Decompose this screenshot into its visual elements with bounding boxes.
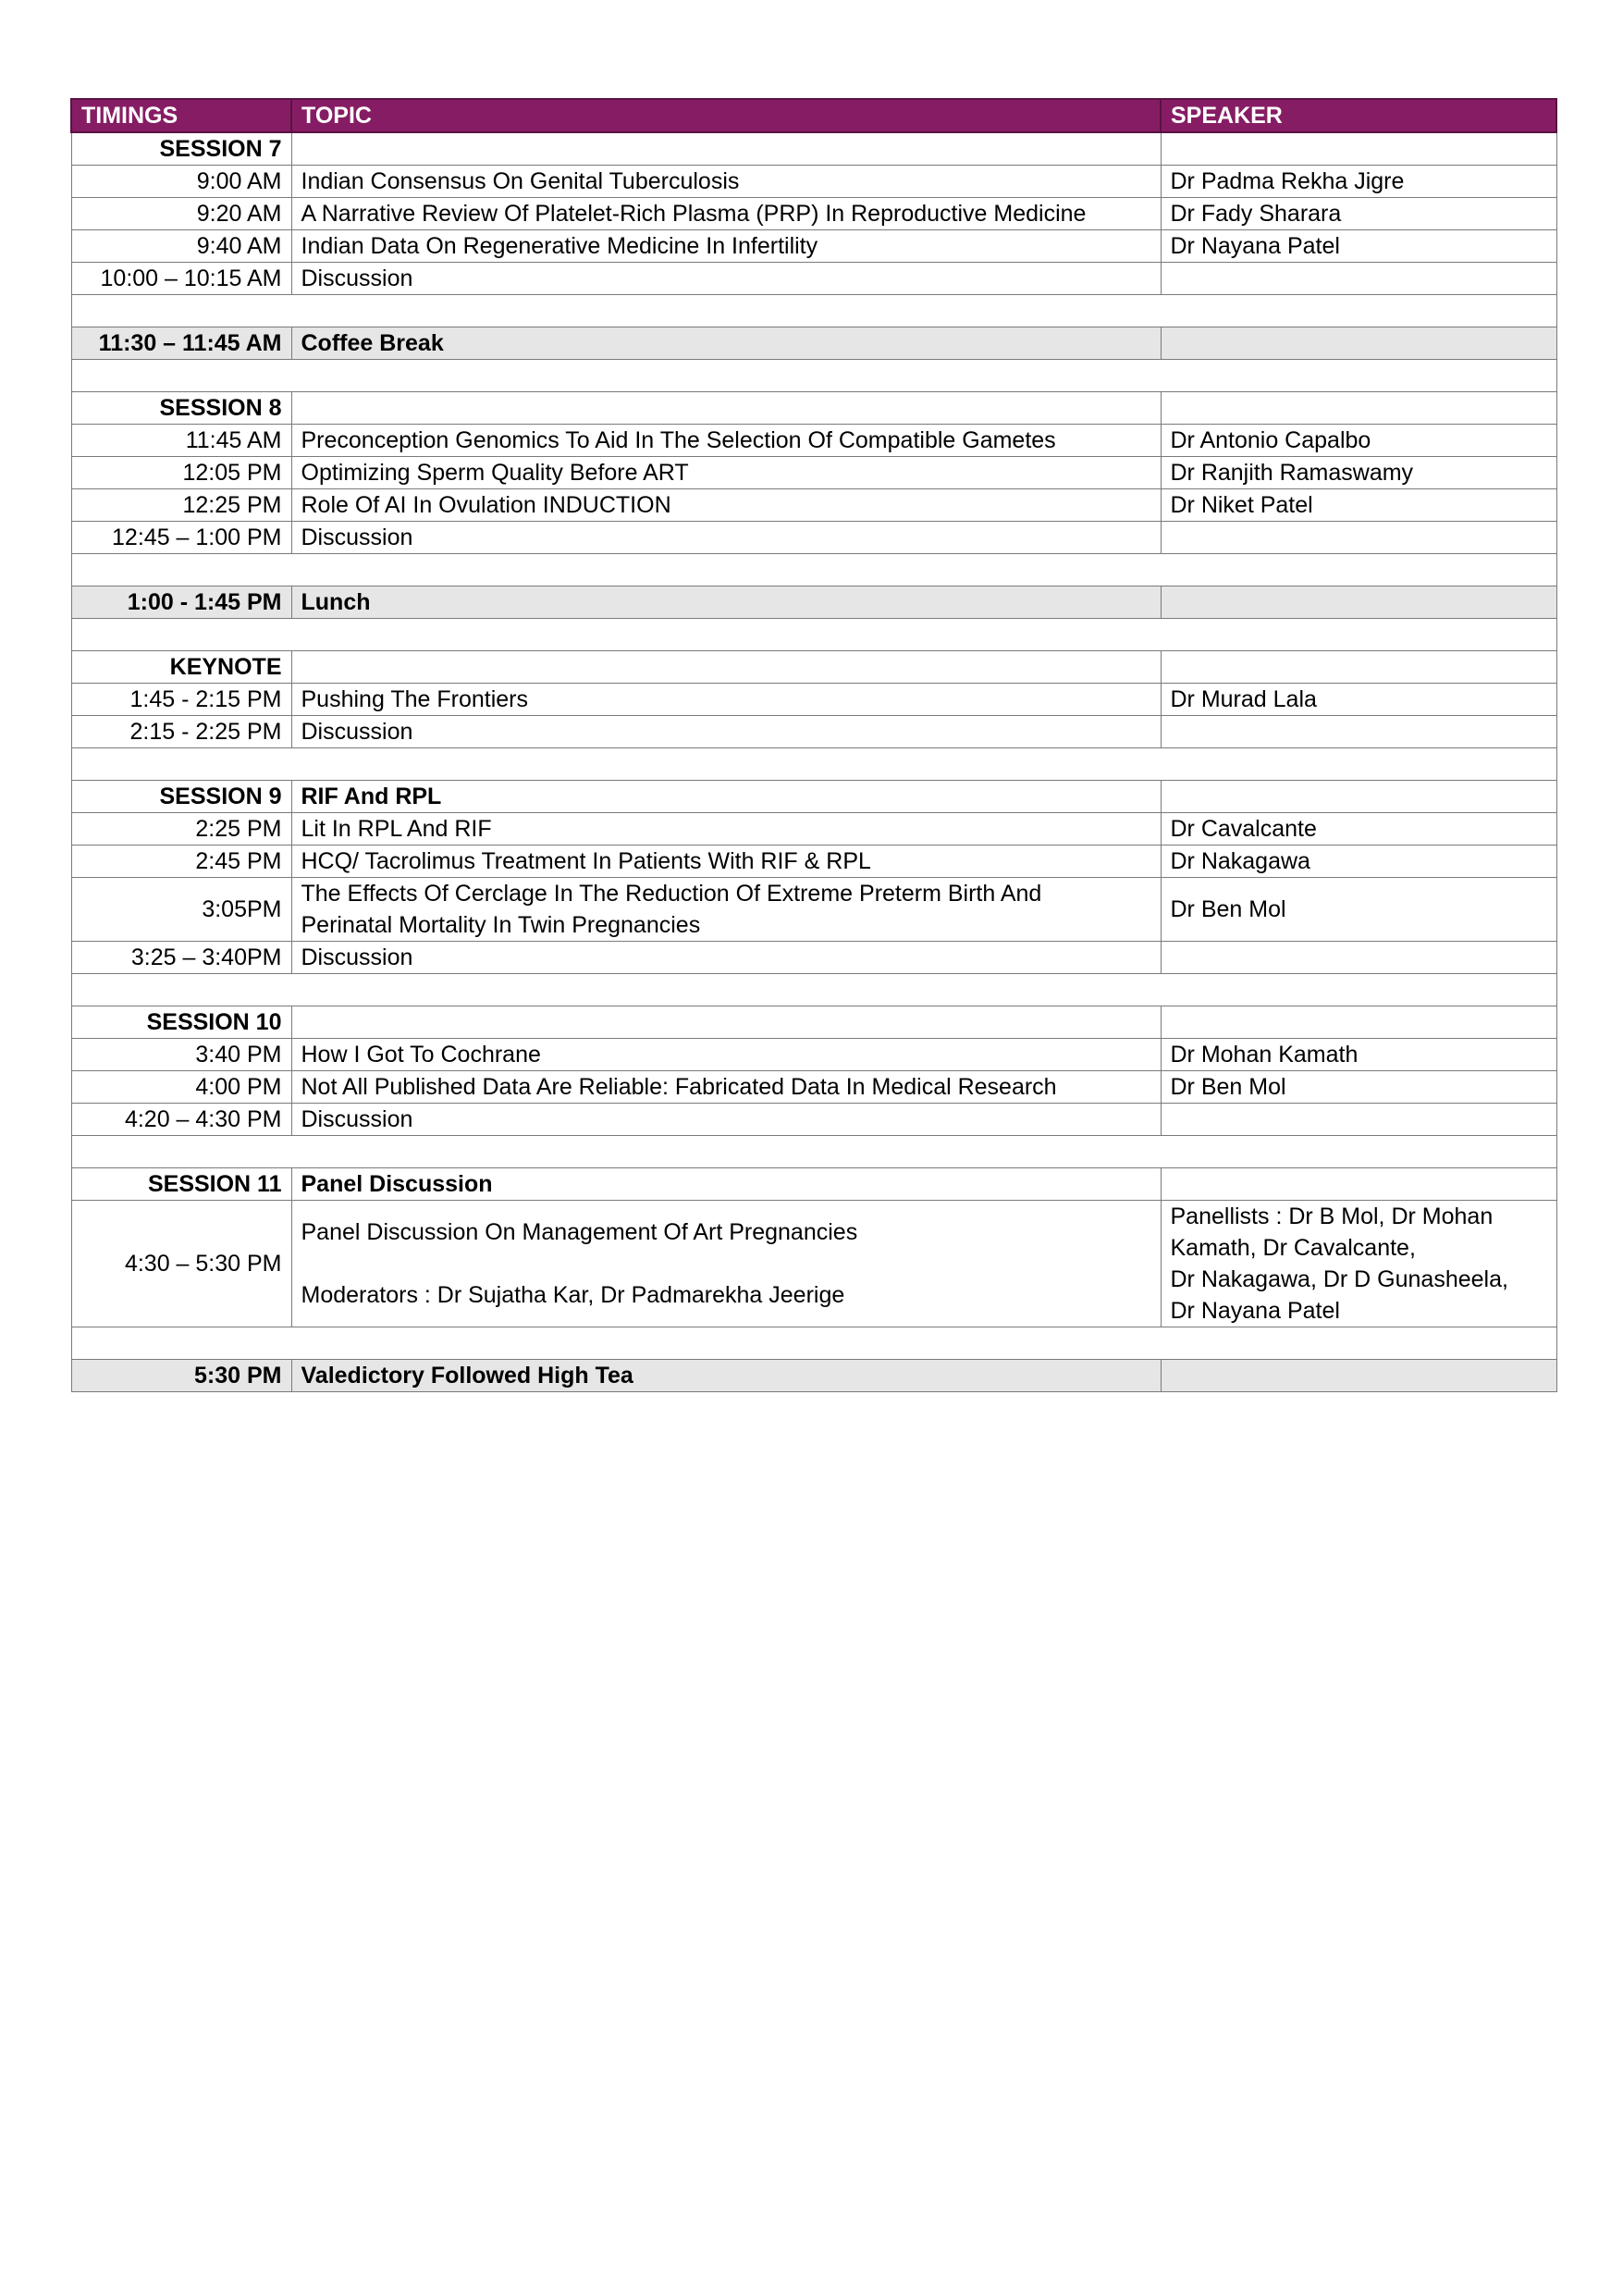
session-speaker bbox=[1161, 781, 1556, 813]
table-row bbox=[71, 1039, 1556, 1071]
session-topic bbox=[291, 651, 1161, 684]
row-time: 9:20 AM bbox=[71, 198, 291, 230]
row-time: 12:05 PM bbox=[71, 457, 291, 489]
table-header bbox=[71, 99, 1556, 132]
row-topic: Not All Published Data Are Reliable: Fabricated Data In Medical Research bbox=[291, 1071, 1161, 1104]
row-time: 2:25 PM bbox=[71, 813, 291, 846]
break-title: Coffee Break bbox=[291, 327, 1161, 360]
session-speaker bbox=[1161, 1168, 1556, 1201]
break-time: 5:30 PM bbox=[71, 1360, 291, 1392]
row-topic: Role Of AI In Ovulation INDUCTION bbox=[291, 489, 1161, 522]
table-row bbox=[71, 166, 1556, 198]
row-topic: Optimizing Sperm Quality Before ART bbox=[291, 457, 1161, 489]
table-row bbox=[71, 457, 1556, 489]
table-row bbox=[71, 1201, 1556, 1327]
row-topic-line: Perinatal Mortality In Twin Pregnancies bbox=[301, 912, 701, 938]
row-topic: Indian Data On Regenerative Medicine In Infertility bbox=[291, 230, 1161, 263]
session-topic: RIF And RPL bbox=[291, 781, 1161, 813]
spacer-row bbox=[71, 1136, 1556, 1168]
session-topic bbox=[291, 1006, 1161, 1039]
row-time: 1:45 - 2:15 PM bbox=[71, 684, 291, 716]
row-topic-line: Moderators : Dr Sujatha Kar, Dr Padmarekha Jeerige bbox=[301, 1282, 845, 1308]
row-time: 3:05PM bbox=[71, 878, 291, 942]
session-label: SESSION 8 bbox=[71, 392, 291, 425]
session-label: SESSION 10 bbox=[71, 1006, 291, 1039]
row-time: 4:30 – 5:30 PM bbox=[71, 1201, 291, 1327]
row-topic: How I Got To Cochrane bbox=[291, 1039, 1161, 1071]
row-time: 9:40 AM bbox=[71, 230, 291, 263]
row-speaker: Dr Fady Sharara bbox=[1161, 198, 1556, 230]
break-row bbox=[71, 586, 1556, 619]
col-header-topic: TOPIC bbox=[291, 99, 1161, 132]
row-topic-line: Panel Discussion On Management Of Art Pregnancies bbox=[301, 1219, 858, 1245]
row-speaker-line: Panellists : Dr B Mol, Dr Mohan bbox=[1170, 1204, 1494, 1229]
row-speaker: Dr Niket Patel bbox=[1161, 489, 1556, 522]
col-header-speaker: SPEAKER bbox=[1161, 99, 1556, 132]
row-speaker: Dr Padma Rekha Jigre bbox=[1161, 166, 1556, 198]
row-time: 4:00 PM bbox=[71, 1071, 291, 1104]
row-topic: Pushing The Frontiers bbox=[291, 684, 1161, 716]
break-row bbox=[71, 327, 1556, 360]
row-time: 12:45 – 1:00 PM bbox=[71, 522, 291, 554]
spacer-row bbox=[71, 619, 1556, 651]
row-speaker: Dr Cavalcante bbox=[1161, 813, 1556, 846]
table-row bbox=[71, 813, 1556, 846]
agenda-table bbox=[70, 98, 1557, 1392]
row-speaker bbox=[1161, 522, 1556, 554]
table-row bbox=[71, 1104, 1556, 1136]
spacer-cell bbox=[71, 1136, 1556, 1168]
session-speaker bbox=[1161, 651, 1556, 684]
session-row bbox=[71, 1006, 1556, 1039]
row-topic: Indian Consensus On Genital Tuberculosis bbox=[291, 166, 1161, 198]
spacer-row bbox=[71, 554, 1556, 586]
table-row bbox=[71, 878, 1556, 942]
session-label: KEYNOTE bbox=[71, 651, 291, 684]
table-row bbox=[71, 230, 1556, 263]
spacer-row bbox=[71, 360, 1556, 392]
row-time: 3:25 – 3:40PM bbox=[71, 942, 291, 974]
row-time: 12:25 PM bbox=[71, 489, 291, 522]
break-speaker bbox=[1161, 1360, 1556, 1392]
row-speaker bbox=[1161, 1201, 1556, 1327]
break-speaker bbox=[1161, 327, 1556, 360]
row-speaker: Dr Nayana Patel bbox=[1161, 230, 1556, 263]
row-topic: Preconception Genomics To Aid In The Selection Of Compatible Gametes bbox=[291, 425, 1161, 457]
row-speaker bbox=[1161, 942, 1556, 974]
break-title: Lunch bbox=[291, 586, 1161, 619]
row-speaker: Dr Nakagawa bbox=[1161, 846, 1556, 878]
row-topic bbox=[291, 878, 1161, 942]
session-row bbox=[71, 651, 1556, 684]
row-speaker: Dr Ben Mol bbox=[1161, 1071, 1556, 1104]
row-time: 2:15 - 2:25 PM bbox=[71, 716, 291, 748]
break-speaker bbox=[1161, 586, 1556, 619]
break-time: 11:30 – 11:45 AM bbox=[71, 327, 291, 360]
break-row bbox=[71, 1360, 1556, 1392]
row-speaker-line: Dr Nakagawa, Dr D Gunasheela, bbox=[1170, 1266, 1508, 1292]
row-speaker bbox=[1161, 263, 1556, 295]
session-label: SESSION 11 bbox=[71, 1168, 291, 1201]
row-time: 3:40 PM bbox=[71, 1039, 291, 1071]
spacer-cell bbox=[71, 974, 1556, 1006]
session-speaker bbox=[1161, 132, 1556, 166]
session-row bbox=[71, 781, 1556, 813]
session-label: SESSION 9 bbox=[71, 781, 291, 813]
table-row bbox=[71, 522, 1556, 554]
session-label: SESSION 7 bbox=[71, 132, 291, 166]
row-speaker bbox=[1161, 716, 1556, 748]
row-topic: Discussion bbox=[291, 716, 1161, 748]
row-topic: Discussion bbox=[291, 522, 1161, 554]
row-speaker-line: Kamath, Dr Cavalcante, bbox=[1170, 1235, 1416, 1261]
row-topic: Lit In RPL And RIF bbox=[291, 813, 1161, 846]
session-row bbox=[71, 1168, 1556, 1201]
break-title: Valedictory Followed High Tea bbox=[291, 1360, 1161, 1392]
table-row bbox=[71, 263, 1556, 295]
row-speaker: Dr Ben Mol bbox=[1161, 878, 1556, 942]
session-speaker bbox=[1161, 1006, 1556, 1039]
row-topic-spacer bbox=[301, 1248, 1151, 1279]
session-topic bbox=[291, 132, 1161, 166]
spacer-row bbox=[71, 748, 1556, 781]
row-time: 9:00 AM bbox=[71, 166, 291, 198]
spacer-cell bbox=[71, 360, 1556, 392]
spacer-row bbox=[71, 1327, 1556, 1360]
row-time: 4:20 – 4:30 PM bbox=[71, 1104, 291, 1136]
row-speaker bbox=[1161, 1104, 1556, 1136]
row-speaker: Dr Ranjith Ramaswamy bbox=[1161, 457, 1556, 489]
table-row bbox=[71, 425, 1556, 457]
row-time: 11:45 AM bbox=[71, 425, 291, 457]
spacer-cell bbox=[71, 748, 1556, 781]
break-time: 1:00 - 1:45 PM bbox=[71, 586, 291, 619]
table-row bbox=[71, 198, 1556, 230]
table-row bbox=[71, 716, 1556, 748]
row-topic: Discussion bbox=[291, 263, 1161, 295]
table-row bbox=[71, 942, 1556, 974]
row-speaker: Dr Mohan Kamath bbox=[1161, 1039, 1556, 1071]
spacer-cell bbox=[71, 619, 1556, 651]
session-topic bbox=[291, 392, 1161, 425]
row-time: 2:45 PM bbox=[71, 846, 291, 878]
spacer-row bbox=[71, 974, 1556, 1006]
table-row bbox=[71, 684, 1556, 716]
col-header-timings: TIMINGS bbox=[71, 99, 291, 132]
spacer-cell bbox=[71, 295, 1556, 327]
row-topic bbox=[291, 1201, 1161, 1327]
row-topic: HCQ/ Tacrolimus Treatment In Patients With RIF & RPL bbox=[291, 846, 1161, 878]
row-time: 10:00 – 10:15 AM bbox=[71, 263, 291, 295]
spacer-cell bbox=[71, 554, 1556, 586]
table-row bbox=[71, 1071, 1556, 1104]
row-topic: Discussion bbox=[291, 1104, 1161, 1136]
row-speaker-line: Dr Nayana Patel bbox=[1170, 1298, 1340, 1324]
row-topic: A Narrative Review Of Platelet-Rich Plasma (PRP) In Reproductive Medicine bbox=[291, 198, 1161, 230]
table-row bbox=[71, 489, 1556, 522]
session-speaker bbox=[1161, 392, 1556, 425]
row-topic: Discussion bbox=[291, 942, 1161, 974]
spacer-row bbox=[71, 295, 1556, 327]
session-row bbox=[71, 132, 1556, 166]
session-topic: Panel Discussion bbox=[291, 1168, 1161, 1201]
row-speaker: Dr Murad Lala bbox=[1161, 684, 1556, 716]
row-speaker: Dr Antonio Capalbo bbox=[1161, 425, 1556, 457]
session-row bbox=[71, 392, 1556, 425]
table-row bbox=[71, 846, 1556, 878]
spacer-cell bbox=[71, 1327, 1556, 1360]
row-topic-line: The Effects Of Cerclage In The Reduction Of Extreme Preterm Birth And bbox=[301, 881, 1042, 907]
